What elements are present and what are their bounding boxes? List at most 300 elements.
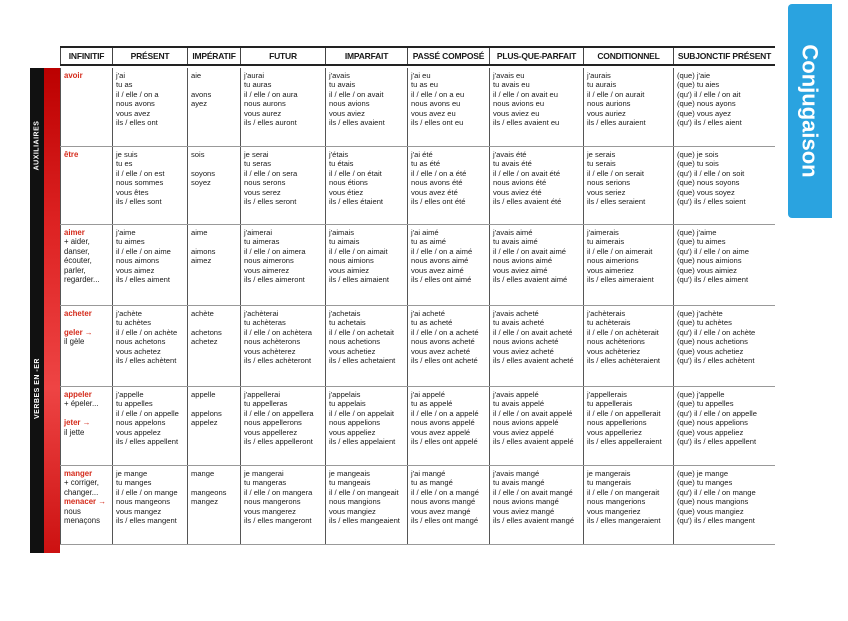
conjugation-line: ils / elles mangeraient <box>587 516 661 526</box>
conjugation-line: appelons <box>191 408 222 418</box>
conjugation-cell <box>489 147 583 224</box>
conjugation-cell <box>673 387 775 465</box>
conjugation-line: il / elle / on avait acheté <box>493 327 573 337</box>
conjugation-line: il / elle / on aimait <box>329 246 388 256</box>
conjugation-line: je mange <box>116 469 148 478</box>
conjugation-line: nous avons été <box>411 178 463 188</box>
conjugation-line: (que) j'aime <box>677 228 717 237</box>
infinitive-line: regarder... <box>64 275 100 285</box>
column-header: PASSÉ COMPOSÉ <box>407 48 489 64</box>
conjugation-line: j'avais <box>329 71 350 80</box>
color-bar-aux <box>44 68 60 223</box>
conjugation-line: ils / elles aimeraient <box>587 275 654 285</box>
column-header: IMPÉRATIF <box>187 48 240 64</box>
conjugation-line: ils / elles avaient mangé <box>493 516 575 526</box>
conjugation-line: j'aimerais <box>587 228 619 237</box>
conjugation-line: ils / elles ont acheté <box>411 356 478 366</box>
conjugation-line: nous achetions <box>329 337 381 347</box>
column-header: CONDITIONNEL <box>583 48 673 64</box>
conjugation-cell <box>673 306 775 386</box>
conjugaison-tab <box>788 4 832 218</box>
conjugation-line: j'achète <box>116 309 142 318</box>
table-row <box>60 225 775 306</box>
conjugation-line: (que) vous mangiez <box>677 506 744 516</box>
conjugation-line: nous étions <box>329 178 368 188</box>
conjugation-line: il / elle / on avait mangé <box>493 487 573 497</box>
conjugation-line: (que) j'aie <box>677 71 711 80</box>
conjugation-cell <box>187 466 240 544</box>
column-header: SUBJONCTIF PRÉSENT <box>673 48 775 64</box>
conjugation-line: j'avais mangé <box>493 469 540 478</box>
conjugation-line: vous aimez <box>116 265 155 275</box>
conjugation-line: il / elle / on appellera <box>244 408 314 418</box>
conjugation-line: tu aimerais <box>587 237 625 247</box>
infinitive-line: acheter <box>64 309 92 318</box>
table-row <box>60 68 775 147</box>
conjugation-line: ils / elles avaient <box>329 118 385 128</box>
conjugation-line: vous achetez <box>116 346 161 356</box>
conjugation-line: ils / elles ont <box>116 118 158 128</box>
conjugation-line: ils / elles ont aimé <box>411 275 472 285</box>
infinitive-line: danser, <box>64 246 90 256</box>
conjugation-line: il / elle / on sera <box>244 168 298 178</box>
infinitive-line: être <box>64 150 79 159</box>
conjugation-line: aie <box>191 71 202 80</box>
conjugation-cell <box>407 147 489 224</box>
conjugation-line: j'aurais <box>587 71 611 80</box>
conjugation-line: (qu') ils / elles achètent <box>677 356 755 366</box>
table-row <box>60 466 775 545</box>
conjugation-line: il / elle / on était <box>329 168 382 178</box>
conjugation-line: tu achèterais <box>587 318 631 328</box>
infinitive-line: il jette <box>64 427 85 437</box>
conjugation-line <box>191 237 238 246</box>
conjugation-line: nous avions appelé <box>493 418 559 428</box>
conjugation-cell <box>187 225 240 305</box>
conjugation-line: nous avons appelé <box>411 418 475 428</box>
conjugation-line: j'appelle <box>116 390 144 399</box>
conjugation-line: nous avions aimé <box>493 256 553 266</box>
conjugation-line: (qu') ils / elles mangent <box>677 516 755 526</box>
conjugation-line: ils / elles avaient eu <box>493 118 560 128</box>
conjugation-line: nous appelons <box>116 418 166 428</box>
conjugation-line: tu avais été <box>493 159 532 169</box>
conjugation-cell <box>325 306 407 386</box>
conjugation-line: ils / elles mangent <box>116 516 177 526</box>
conjugation-line: j'achetais <box>329 309 361 318</box>
conjugation-line: (qu') il / elle / on aime <box>677 246 749 256</box>
conjugation-line: j'ai acheté <box>411 309 445 318</box>
conjugation-line: il / elle / on mangeait <box>329 487 399 497</box>
conjugation-cell <box>489 225 583 305</box>
conjugation-line: il / elle / on avait <box>329 89 384 99</box>
conjugation-line: tu avais eu <box>493 80 530 90</box>
conjugation-line: tu aimes <box>116 237 145 247</box>
conjugation-line: soyons <box>191 168 216 178</box>
conjugation-line: tu aurais <box>587 80 617 90</box>
infinitive-line: nous <box>64 506 81 516</box>
conjugation-cell <box>489 387 583 465</box>
conjugation-line: il / elle / on a mangé <box>411 487 479 497</box>
conjugation-line <box>191 80 238 89</box>
conjugation-line: nous aimons <box>116 256 160 266</box>
conjugation-line: il / elle / on mange <box>116 487 178 497</box>
conjugation-cell <box>583 147 673 224</box>
infinitive-line: menaçons <box>64 516 100 526</box>
conjugation-line: tu étais <box>329 159 354 169</box>
conjugation-line: ils / elles auront <box>244 118 297 128</box>
conjugation-line: je mangeais <box>329 469 370 478</box>
conjugation-line: vous mangiez <box>329 506 376 516</box>
conjugation-line: vous serez <box>244 187 281 197</box>
conjugation-line: j'avais eu <box>493 71 525 80</box>
conjugation-cell <box>407 306 489 386</box>
conjugation-table <box>30 46 775 553</box>
conjugation-line: vous avez appelé <box>411 427 471 437</box>
conjugation-line: (que) nous achetions <box>677 337 748 347</box>
conjugation-line: tu achèteras <box>244 318 286 328</box>
conjugation-line: nous appellerions <box>587 418 647 428</box>
infinitive-cell <box>60 387 112 465</box>
tab-title: Conjugaison <box>798 44 823 178</box>
conjugation-line: vous appelleriez <box>587 427 642 437</box>
conjugation-line: vous auriez <box>587 108 626 118</box>
conjugation-cell <box>673 225 775 305</box>
conjugation-line: ils / elles avaient aimé <box>493 275 568 285</box>
conjugation-line: ils / elles appelleraient <box>587 437 662 447</box>
conjugation-line: vous achetiez <box>329 346 376 356</box>
conjugation-line: tu aimeras <box>244 237 280 247</box>
conjugation-line: (qu') ils / elles soient <box>677 197 746 207</box>
conjugation-line: je suis <box>116 150 138 159</box>
conjugation-line: j'avais été <box>493 150 527 159</box>
conjugation-line: nous sommes <box>116 178 164 188</box>
conjugation-line: j'ai eu <box>411 71 431 80</box>
conjugation-line: nous aimerions <box>587 256 639 266</box>
conjugation-line: sois <box>191 150 205 159</box>
conjugation-cell <box>325 466 407 544</box>
conjugation-line: nous serons <box>244 178 286 188</box>
conjugation-line: j'avais acheté <box>493 309 539 318</box>
conjugation-line: tu as appelé <box>411 399 453 409</box>
conjugation-line: j'aimerai <box>244 228 273 237</box>
conjugation-line: ils / elles avaient acheté <box>493 356 574 366</box>
conjugation-line: nous avons mangé <box>411 497 476 507</box>
conjugation-line: (qu') ils / elles aient <box>677 118 742 128</box>
conjugation-line: vous aviez mangé <box>493 506 555 516</box>
conjugation-line: tu appelles <box>116 399 153 409</box>
conjugation-line: tu mangeras <box>244 478 287 488</box>
conjugation-line: nous achèterions <box>587 337 645 347</box>
conjugation-line <box>191 399 238 408</box>
column-header: INFINITIF <box>60 48 112 64</box>
infinitive-line <box>64 409 110 418</box>
conjugation-line: vous avez été <box>411 187 458 197</box>
conjugation-line: nous aurions <box>587 99 631 109</box>
conjugation-line: il / elle / on achète <box>116 327 178 337</box>
conjugation-line: il / elle / on appellerait <box>587 408 661 418</box>
conjugation-line: tu appelleras <box>244 399 288 409</box>
conjugation-line: tu achetais <box>329 318 366 328</box>
conjugation-cell <box>325 147 407 224</box>
conjugation-line: ayez <box>191 99 208 109</box>
verb-rows <box>60 68 775 553</box>
conjugation-line: nous mangerons <box>244 497 301 507</box>
conjugation-line: nous achetons <box>116 337 166 347</box>
conjugation-line: tu as acheté <box>411 318 453 328</box>
conjugation-cell <box>112 387 187 465</box>
conjugation-line: j'avais appelé <box>493 390 539 399</box>
conjugation-cell <box>112 147 187 224</box>
conjugation-line: j'aime <box>116 228 136 237</box>
conjugation-line: ils / elles appellent <box>116 437 179 447</box>
conjugation-line: j'ai aimé <box>411 228 439 237</box>
conjugation-line: ils / elles achetaient <box>329 356 396 366</box>
conjugation-line: ils / elles avaient appelé <box>493 437 574 447</box>
conjugation-line: vous mangez <box>116 506 162 516</box>
conjugation-line: (que) vous achetiez <box>677 346 744 356</box>
infinitive-line: manger <box>64 469 93 478</box>
conjugation-line: aimez <box>191 256 212 266</box>
conjugation-line: (que) nous mangions <box>677 497 749 507</box>
infinitive-cell <box>60 225 112 305</box>
conjugation-line: j'appellerais <box>587 390 627 399</box>
conjugation-cell <box>240 466 325 544</box>
conjugation-line: nous appellerons <box>244 418 302 428</box>
conjugation-line: j'avais aimé <box>493 228 533 237</box>
color-bar-er <box>44 223 60 553</box>
conjugation-line: il / elle / on achèterait <box>587 327 659 337</box>
infinitive-line: menacer → <box>64 497 107 507</box>
conjugation-cell <box>187 306 240 386</box>
table-header <box>60 46 775 66</box>
conjugation-cell <box>325 68 407 146</box>
conjugation-line: mange <box>191 469 215 478</box>
group-sidebar <box>30 68 44 553</box>
conjugation-line: ils / elles étaient <box>329 197 384 207</box>
conjugation-line: tu serais <box>587 159 616 169</box>
conjugation-line: appelez <box>191 418 218 428</box>
infinitive-line: changer... <box>64 487 99 497</box>
conjugation-cell <box>673 466 775 544</box>
conjugation-cell <box>112 225 187 305</box>
conjugation-line: vous avez aimé <box>411 265 464 275</box>
conjugation-line <box>191 318 238 327</box>
conjugation-line: j'ai mangé <box>411 469 446 478</box>
conjugation-line: il / elle / on serait <box>587 168 644 178</box>
infinitive-line <box>64 318 110 327</box>
conjugation-line: (que) vous ayez <box>677 108 732 118</box>
conjugation-line: tu as <box>116 80 133 90</box>
conjugation-line: (qu') ils / elles appellent <box>677 437 757 447</box>
conjugation-line: vous étiez <box>329 187 364 197</box>
conjugation-line: vous mangeriez <box>587 506 641 516</box>
conjugation-line: nous mangeons <box>116 497 171 507</box>
conjugation-line: il / elle / on avait appelé <box>493 408 573 418</box>
conjugation-line: il / elle / on a été <box>411 168 467 178</box>
conjugation-line: (qu') ils / elles aiment <box>677 275 749 285</box>
conjugation-line: il / elle / on avait eu <box>493 89 559 99</box>
conjugation-line: ils / elles seraient <box>587 197 646 207</box>
conjugation-line: il / elle / on aimera <box>244 246 306 256</box>
conjugation-line: ils / elles achèteront <box>244 356 312 366</box>
conjugation-cell <box>407 466 489 544</box>
conjugation-line: je serais <box>587 150 616 159</box>
conjugation-line: (que) tu achètes <box>677 318 732 328</box>
conjugation-line: tu seras <box>244 159 272 169</box>
table-body <box>30 68 775 553</box>
conjugation-cell <box>583 306 673 386</box>
conjugation-line: j'étais <box>329 150 349 159</box>
infinitive-line: geler → <box>64 327 93 337</box>
conjugation-cell <box>112 68 187 146</box>
conjugation-line: j'aurai <box>244 71 265 80</box>
group-verbes-er <box>30 223 44 553</box>
conjugation-line: vous achèteriez <box>587 346 641 356</box>
conjugation-line: j'achèterais <box>587 309 626 318</box>
conjugation-line: nous aimions <box>329 256 374 266</box>
conjugation-line: il / elle / on appelait <box>329 408 395 418</box>
conjugation-line: ils / elles ont eu <box>411 118 464 128</box>
conjugation-line: (que) tu manges <box>677 478 733 488</box>
conjugation-line: vous avez acheté <box>411 346 471 356</box>
conjugation-line: il / elle / on appelle <box>116 408 179 418</box>
conjugation-line: vous aviez appelé <box>493 427 554 437</box>
conjugation-line: je serai <box>244 150 269 159</box>
conjugation-cell <box>583 68 673 146</box>
conjugation-line: mangez <box>191 497 219 507</box>
conjugation-line: il / elle / on a <box>116 89 159 99</box>
conjugation-line: vous aurez <box>244 108 282 118</box>
conjugation-line: vous aimeriez <box>587 265 634 275</box>
conjugation-line: tu es <box>116 159 133 169</box>
conjugation-line: (que) tu sois <box>677 159 719 169</box>
conjugation-line <box>191 478 238 487</box>
column-header: PLUS-QUE-PARFAIT <box>489 48 583 64</box>
conjugation-line: ils / elles appelaient <box>329 437 396 447</box>
conjugation-line: tu avais <box>329 80 356 90</box>
conjugation-line: vous avez <box>116 108 151 118</box>
conjugation-line: aime <box>191 228 208 237</box>
conjugation-line: nous avions eu <box>493 99 545 109</box>
conjugation-line: (que) tu aimes <box>677 237 726 247</box>
conjugation-cell <box>240 68 325 146</box>
conjugation-line: vous seriez <box>587 187 626 197</box>
group-auxiliaires <box>30 68 44 223</box>
conjugation-cell <box>407 68 489 146</box>
conjugation-line: tu as été <box>411 159 441 169</box>
conjugation-cell <box>583 466 673 544</box>
conjugation-line: il / elle / on avait aimé <box>493 246 567 256</box>
conjugation-line: il / elle / on achetait <box>329 327 395 337</box>
conjugation-line: il / elle / on achètera <box>244 327 312 337</box>
conjugation-line: nous avions acheté <box>493 337 559 347</box>
conjugation-cell <box>673 147 775 224</box>
conjugation-line: ils / elles mangeront <box>244 516 312 526</box>
conjugation-line: (que) je sois <box>677 150 719 159</box>
conjugation-line: tu auras <box>244 80 272 90</box>
conjugation-line: tu as mangé <box>411 478 453 488</box>
conjugation-line: (que) j'appelle <box>677 390 725 399</box>
table-row <box>60 387 775 466</box>
conjugation-line: tu avais appelé <box>493 399 545 409</box>
conjugation-cell <box>112 306 187 386</box>
conjugation-line: vous appelez <box>116 427 161 437</box>
conjugation-line: ils / elles appelleront <box>244 437 313 447</box>
conjugation-cell <box>407 225 489 305</box>
conjugation-line: j'ai été <box>411 150 433 159</box>
column-header: PRÉSENT <box>112 48 187 64</box>
conjugation-line: (que) vous aimiez <box>677 265 737 275</box>
conjugation-cell <box>187 387 240 465</box>
conjugation-line: soyez <box>191 178 211 188</box>
conjugation-line: (que) nous soyons <box>677 178 740 188</box>
color-bar <box>44 68 60 553</box>
conjugation-line: il / elle / on aimerait <box>587 246 653 256</box>
conjugation-cell <box>187 147 240 224</box>
conjugation-line: ils / elles ont été <box>411 197 466 207</box>
conjugation-cell <box>489 466 583 544</box>
conjugation-line: j'appellerai <box>244 390 281 399</box>
conjugation-line: nous avions mangé <box>493 497 559 507</box>
conjugation-line: tu mangerais <box>587 478 631 488</box>
conjugation-line: ils / elles seront <box>244 197 297 207</box>
conjugation-line: nous avons <box>116 99 155 109</box>
conjugation-cell <box>489 306 583 386</box>
conjugation-line: nous avons acheté <box>411 337 475 347</box>
conjugation-line: tu manges <box>116 478 152 488</box>
conjugation-cell <box>187 68 240 146</box>
conjugation-line: ils / elles aimeront <box>244 275 305 285</box>
conjugation-line: il / elle / on est <box>116 168 165 178</box>
conjugation-line: (qu') il / elle / on ait <box>677 89 741 99</box>
conjugation-line: ils / elles avaient été <box>493 197 562 207</box>
conjugation-line: nous aurons <box>244 99 286 109</box>
conjugation-cell <box>489 68 583 146</box>
conjugation-line: j'ai <box>116 71 126 80</box>
conjugation-line: il / elle / on a eu <box>411 89 465 99</box>
conjugation-line: nous avons aimé <box>411 256 469 266</box>
conjugation-line: ils / elles aiment <box>116 275 171 285</box>
conjugation-line: je mangerais <box>587 469 631 478</box>
conjugation-line: il / elle / on a appelé <box>411 408 479 418</box>
conjugation-line: il / elle / on avait été <box>493 168 561 178</box>
conjugation-line: tu as eu <box>411 80 439 90</box>
conjugation-cell <box>240 387 325 465</box>
conjugation-line: tu mangeais <box>329 478 371 488</box>
conjugation-cell <box>407 387 489 465</box>
conjugation-line: nous avons eu <box>411 99 461 109</box>
conjugation-cell <box>240 147 325 224</box>
conjugation-line: ils / elles ont mangé <box>411 516 479 526</box>
conjugation-line: nous serions <box>587 178 631 188</box>
conjugation-line: (que) vous appeliez <box>677 427 744 437</box>
infinitive-line: avoir <box>64 71 83 80</box>
conjugation-line: nous avions <box>329 99 370 109</box>
conjugation-line: vous achèterez <box>244 346 296 356</box>
conjugation-line: tu appelais <box>329 399 366 409</box>
conjugation-line: vous mangerez <box>244 506 296 516</box>
table-row <box>60 147 775 225</box>
conjugation-line: (qu') il / elle / on appelle <box>677 408 757 418</box>
conjugation-line: ils / elles mangeaient <box>329 516 400 526</box>
conjugation-cell <box>240 225 325 305</box>
conjugation-line: (que) tu aies <box>677 80 720 90</box>
conjugation-line: vous aviez eu <box>493 108 540 118</box>
conjugation-line: nous mangions <box>329 497 381 507</box>
conjugation-cell <box>240 306 325 386</box>
table-row <box>60 306 775 387</box>
